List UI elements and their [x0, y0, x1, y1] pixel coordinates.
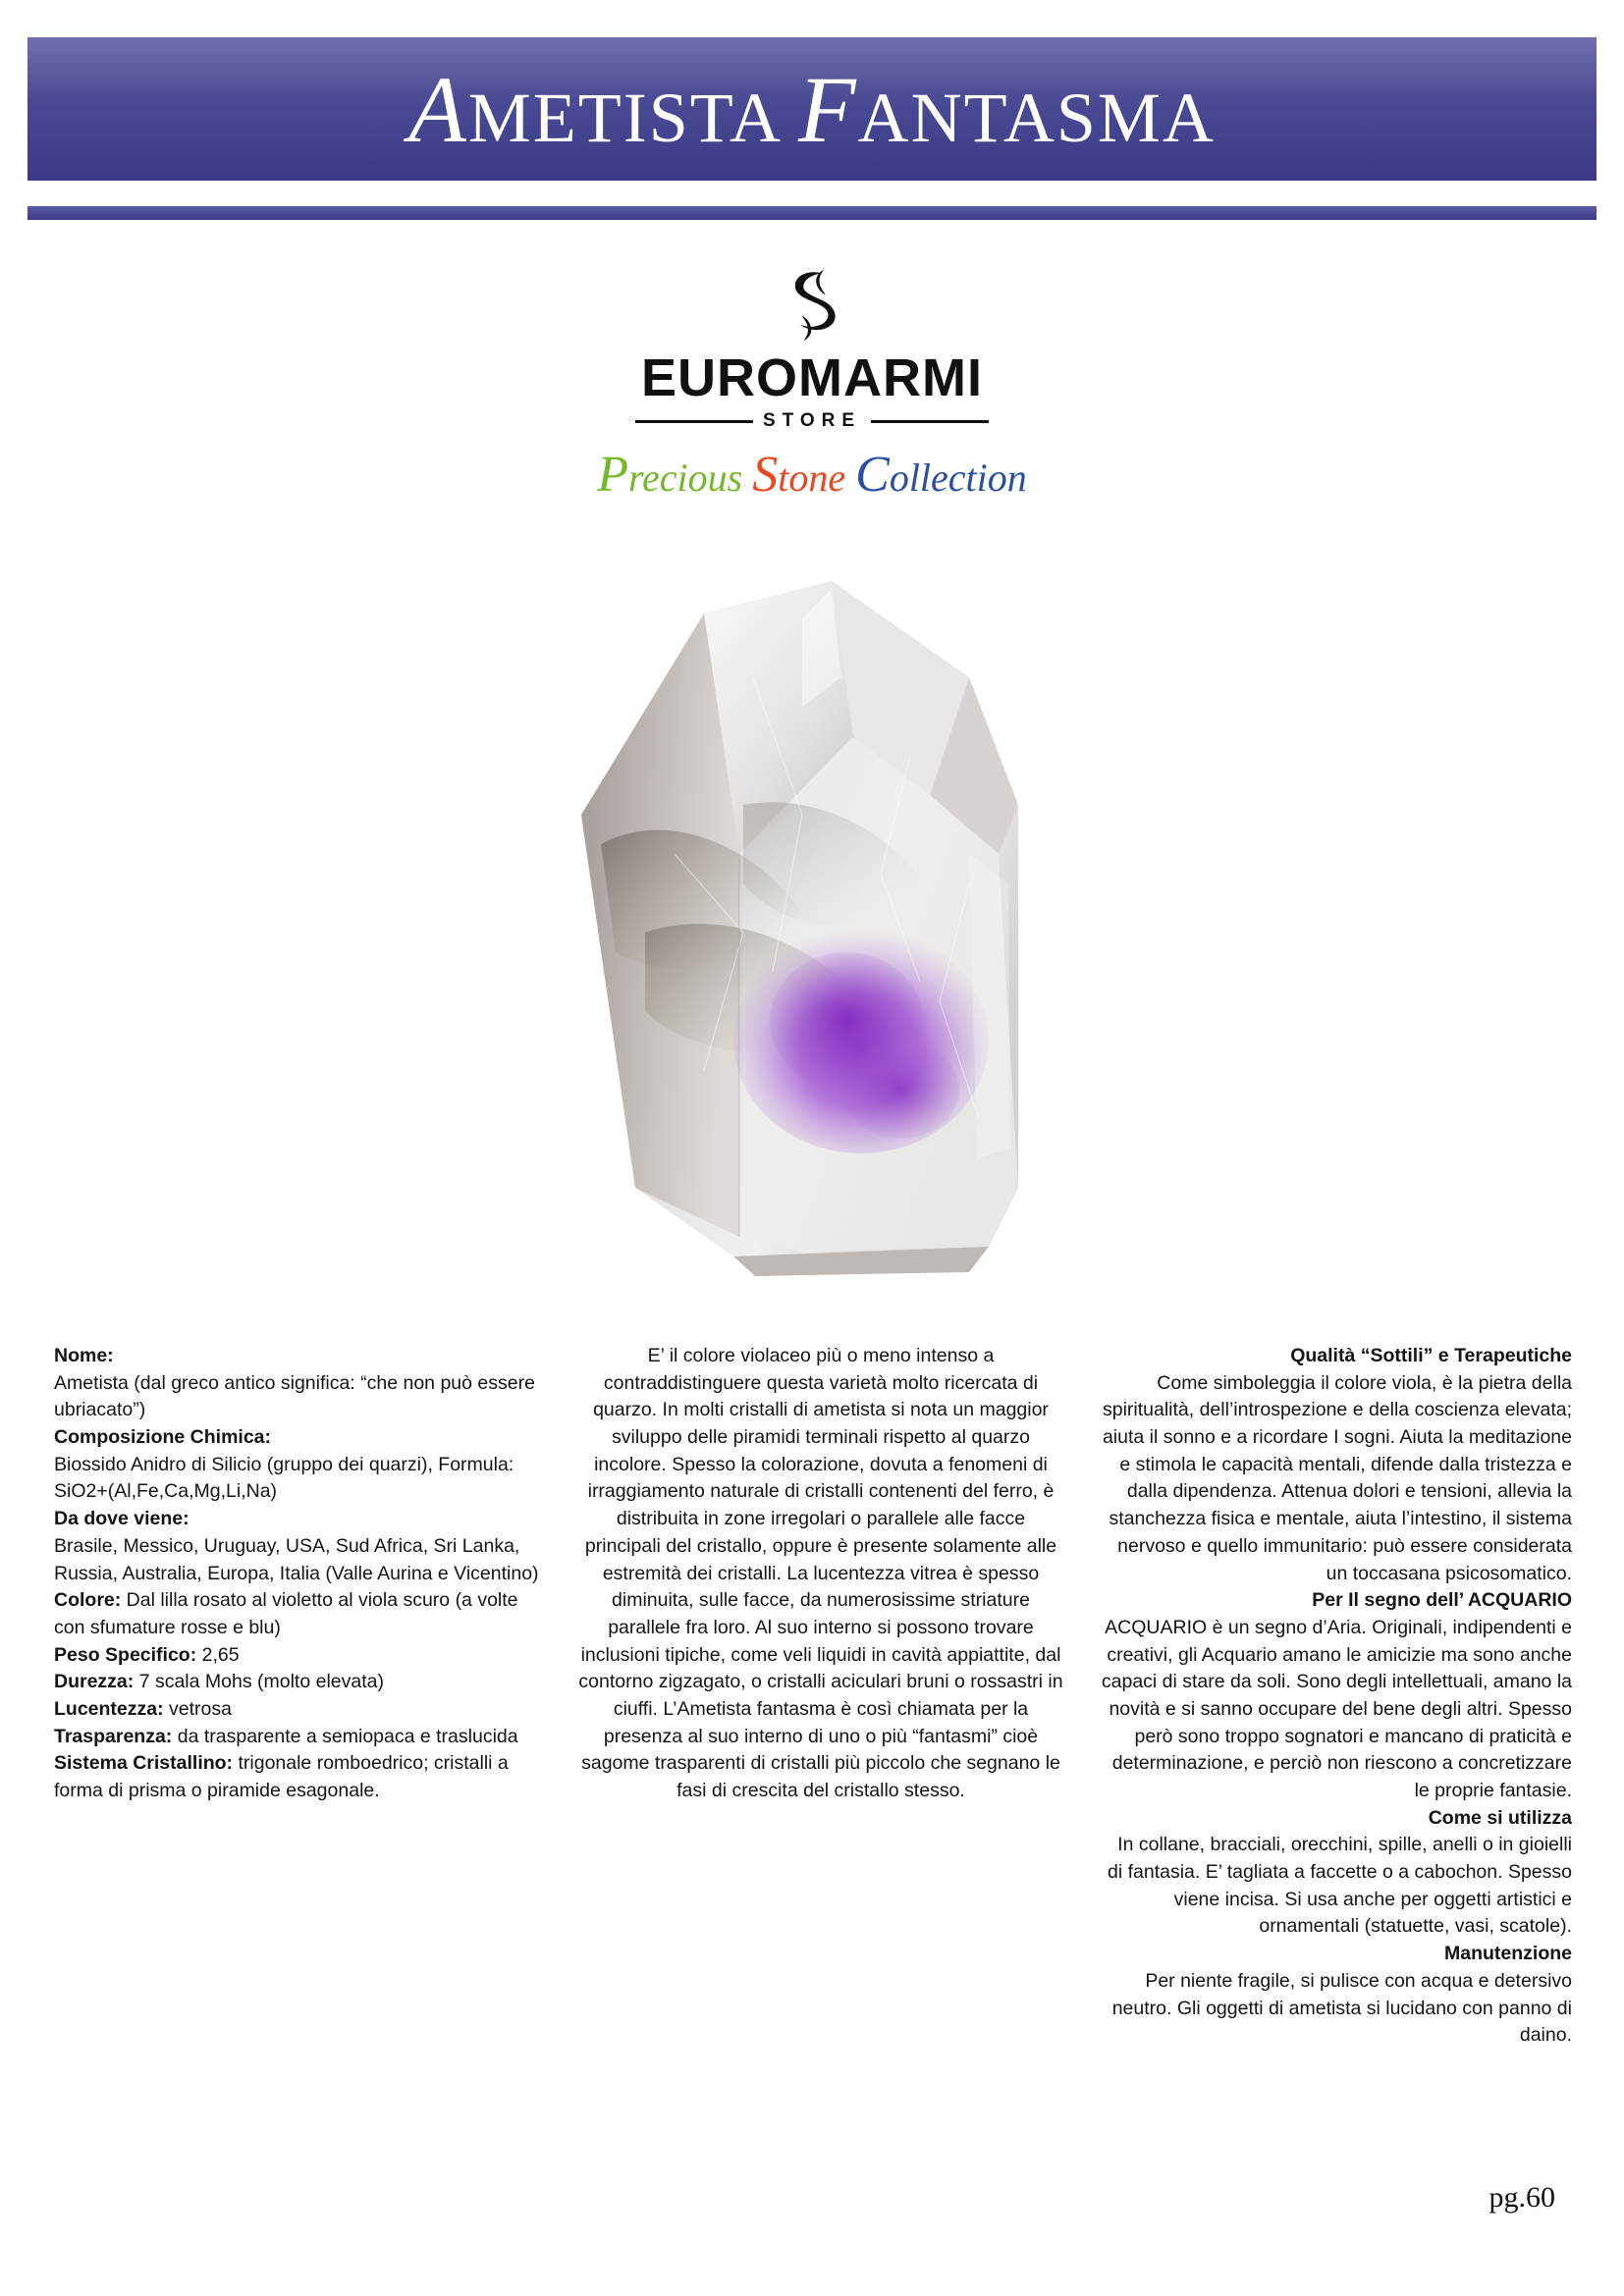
logo-rule-left [635, 420, 753, 423]
section-manutenzione-text: Per niente fragile, si pulisce con acqua e detersivo neutro. Gli oggetti di ametista si lucidano con panno di daino. [1111, 1969, 1572, 2047]
uses-column [1099, 1343, 1572, 2050]
section-utilizzo [1099, 1805, 1572, 1941]
property-nome [54, 1343, 543, 1424]
property-composizione-label: Composizione Chimica: [54, 1426, 272, 1449]
property-trasparenza [54, 1724, 543, 1751]
property-composizione [54, 1424, 543, 1506]
property-provenienza [54, 1506, 543, 1587]
section-manutenzione [1099, 1941, 1572, 2050]
page-title-rest-1: METISTA [467, 78, 798, 157]
description-text: E’ il colore violaceo più o meno intenso a contraddistinguere questa varietà molto ricercata di quarzo. In molti cristalli di ametista si nota un maggior sviluppo delle piramidi terminali rispetto al quarzo incolore. Spesso la colorazione, dovuta a fenomeni di irraggiamento naturale di cristalli contenenti del ferro, è distribuita in zone irregolari o parallele alle facce principali del cristallo, oppure è presente solamente alle estremità dei cristalli. La lucentezza vitrea è spesso diminuita, sulle facce, da numerosissime striature parallele fra loro. Al suo interno si possono trovare inclusioni tipiche, come veli liquidi in cavità appiattite, dal contorno zigzagato, o cristalli aciculari bruni o rossastri in ciuffi. L’Ametista fantasma è così chiamata per la presenza al suo interno di uno o più “fantasmi” cioè sagome trasparenti di cristalli più piccolo che segnano le fasi di crescita del cristallo stesso. [578, 1345, 1063, 1801]
page-title-initial-f: F [797, 56, 858, 162]
properties-column [54, 1343, 543, 1805]
page-title-initial-a: A [408, 56, 468, 162]
page-title-rest-2: ANTASMA [857, 78, 1216, 157]
section-utilizzo-text: In collane, bracciali, orecchini, spille, anelli o in gioielli di fantasia. E’ tagliata a faccette o a cabochon. Spesso viene incisa. Si usa anche per oggetti artistici e ornamentali (statuette, vasi, scatole). [1108, 1834, 1572, 1938]
property-nome-label: Nome: [54, 1345, 114, 1366]
property-nome-value: Ametista (dal greco antico significa: “che non può essere ubriacato”) [54, 1371, 535, 1421]
section-segno-heading: Per Il segno dell’ ACQUARIO [1312, 1589, 1572, 1612]
property-provenienza-label: Da dove viene: [54, 1508, 189, 1530]
stone-image [0, 550, 1624, 1345]
page-number: pg.60 [1489, 2181, 1555, 2214]
property-lucentezza [54, 1696, 543, 1724]
property-lucentezza-value: vetrosa [163, 1697, 232, 1720]
property-trasparenza-value: da trasparente a semiopaca e traslucida [172, 1725, 518, 1747]
brand-logo-block [0, 263, 1624, 504]
amethyst-phantom-crystal-illustration [508, 560, 1116, 1345]
section-manutenzione-heading: Manutenzione [1444, 1943, 1572, 1965]
property-provenienza-value: Brasile, Messico, Uruguay, USA, Sud Africa, Sri Lanka, Russia, Australia, Europa, Italia (Valle Aurina e Vicentino) [54, 1534, 539, 1584]
page-header-banner [27, 37, 1597, 181]
tagline-word1: recious [627, 455, 743, 500]
logo-rule-right [871, 420, 989, 423]
section-segno-text: ACQUARIO è un segno d’Aria. Originali, indipendenti e creativi, gli Acquario amano le amicizie ma sono anche capaci di stare da soli. Sono degli intellettuali, amano la novità e si sanno occupare del bene degli altri. Spesso però sono troppo sognatori e mancano di praticità e determinazione, e perciò non riescono a concretizzare le proprie fantasie. [1101, 1616, 1572, 1801]
property-peso-specifico [54, 1642, 543, 1670]
property-peso-specifico-label: Peso Specifico: [54, 1643, 197, 1666]
property-peso-specifico-value: 2,65 [196, 1643, 240, 1666]
property-lucentezza-label: Lucentezza: [54, 1697, 164, 1720]
property-durezza-value: 7 scala Mohs (molto elevata) [134, 1671, 384, 1693]
tagline-word3: ollection [889, 455, 1027, 500]
section-segno [1099, 1587, 1572, 1805]
property-durezza-label: Durezza: [54, 1671, 135, 1693]
logo-wordmark: EUROMARMI [641, 348, 983, 407]
section-qualita-heading: Qualità “Sottili” e Terapeutiche [1290, 1345, 1572, 1366]
content-columns [54, 1343, 1572, 2050]
property-trasparenza-label: Trasparenza: [54, 1725, 173, 1747]
property-colore-label: Colore: [54, 1589, 122, 1612]
tagline-word2-cap: S [752, 447, 779, 503]
logo-store-label: STORE [762, 410, 862, 431]
section-qualita-text: Come simboleggia il colore viola, è la pietra della spiritualità, dell’introspezione e della coscienza elevata; aiuta il sonno e a ricordare I sogni. Aiuta la meditazione e stimola le capacità mentali, difende dalla tristezza e dalla dipendenza. Attenua dolori e tensioni, allevia la stanchezza fisica e mentale, aiuta l’intestino, il sistema nervoso e quello immunitario: può essere considerata un toccasana psicosomatico. [1102, 1371, 1572, 1584]
tagline-word1-cap: P [597, 447, 628, 503]
property-durezza [54, 1669, 543, 1696]
description-column [576, 1343, 1065, 1805]
section-qualita [1099, 1343, 1572, 1587]
tagline-word3-cap: C [855, 447, 890, 503]
tagline-word2: tone [778, 455, 846, 500]
property-sistema-cristallino-value: trigonale romboedrico; cristalli a forma di prisma o piramide esagonale. [54, 1752, 509, 1801]
page-title [408, 55, 1216, 164]
euromarmi-s-logo-icon [770, 263, 854, 347]
property-colore-value: Dal lilla rosato al violetto al viola scuro (a volte con sfumature rosse e blu) [54, 1589, 518, 1638]
header-divider-rule [27, 206, 1597, 220]
property-sistema-cristallino [54, 1750, 543, 1804]
section-utilizzo-heading: Come si utilizza [1428, 1806, 1572, 1829]
property-colore [54, 1587, 543, 1641]
collection-tagline [0, 446, 1624, 504]
property-composizione-value: Biossido Anidro di Silicio (gruppo dei quarzi), Formula: SiO2+(Al,Fe,Ca,Mg,Li,Na) [54, 1453, 514, 1503]
logo-subtitle-row [0, 410, 1624, 432]
property-sistema-cristallino-label: Sistema Cristallino: [54, 1752, 234, 1775]
